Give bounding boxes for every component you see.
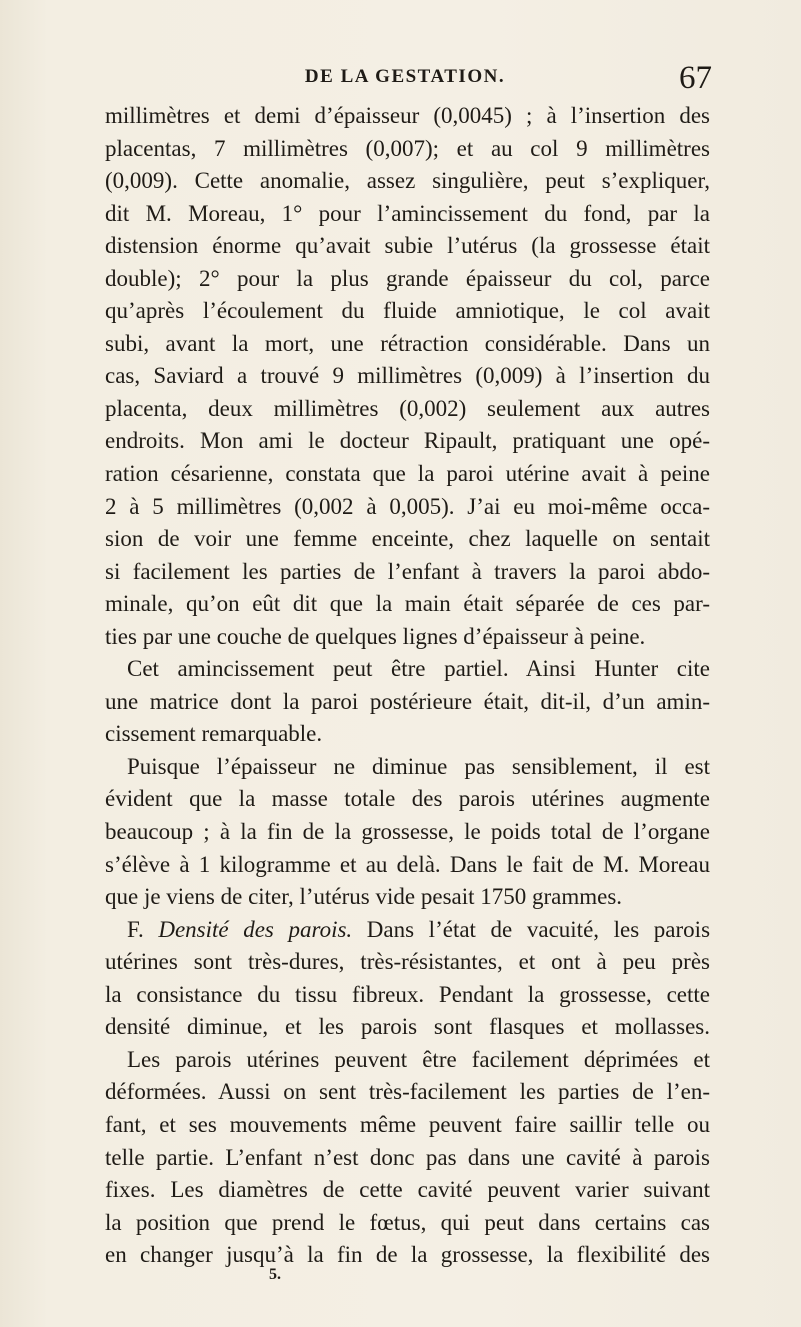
text-line: Puisque l’épaisseur ne diminue pas sensiblement, il est [127,753,710,779]
text-line: (0,009). Cette anomalie, assez singulière, peut s’expliquer, [105,168,710,194]
signature-mark: 5. [269,1266,281,1283]
section-letter: F. [127,916,144,942]
text-line: fixes. Les diamètres de cette cavité peuvent varier suivant [105,1177,710,1203]
text-line: fant, et ses mouvements même peuvent faire saillir telle ou [105,1111,710,1137]
text-line: endroits. Mon ami le docteur Ripault, pratiquant une opé- [105,428,710,454]
text-line: densité diminue, et les parois sont flasques et mollasses. [105,1014,710,1040]
running-head: DE LA GESTATION. [304,66,506,87]
section-title: Densité des parois. [158,916,353,942]
text-line: millimètres et demi d’épaisseur (0,0045) ; à l’insertion des [105,103,710,128]
text-line: telle partie. L’enfant n’est donc pas dans une cavité à parois [105,1144,710,1170]
text-line: qu’après l’écoulement du fluide amniotique, le col avait [105,298,710,324]
text-line: placentas, 7 millimètres (0,007); et au col 9 millimètres [105,135,710,161]
text-line: beaucoup ; à la fin de la grossesse, le poids total de l’organe [105,819,710,845]
text-line: une matrice dont la paroi postérieure était, dit-il, d’un amin- [105,688,710,714]
text-line: Cet amincissement peut être partiel. Ainsi Hunter cite [127,656,710,682]
text-line: déformées. Aussi on sent très-facilement les parties de l’en- [105,1079,710,1105]
text-line: double); 2° pour la plus grande épaisseur du col, parce [105,265,710,291]
text-line: si facilement les parties de l’enfant à travers la paroi abdo- [105,558,710,584]
text-line: cas, Saviard a trouvé 9 millimètres (0,009) à l’insertion du [105,363,710,389]
text-line: 2 à 5 millimètres (0,002 à 0,005). J’ai eu moi-même occa- [105,493,710,519]
text-line: cissement remarquable. [105,721,323,747]
text-line: la consistance du tissu fibreux. Pendant la grossesse, cette [105,981,710,1007]
section-line-rest: Dans l’état de vacuité, les parois [366,916,710,942]
text-line: Les parois utérines peuvent être facilement déprimées et [127,1046,710,1072]
text-line: la position que prend le fœtus, qui peut dans certains cas [105,1209,710,1235]
text-line-section-f [105,914,710,947]
text-line: en changer jusqu’à la fin de la grossesse, la flexibilité des [105,1242,710,1268]
text-line: sion de voir une femme enceinte, chez laquelle on sentait [105,526,710,552]
text-line: placenta, deux millimètres (0,002) seulement aux autres [105,395,710,421]
text-line: minale, qu’on eût dit que la main était séparée de ces par- [105,591,710,617]
text-line: distension énorme qu’avait subie l’utérus (la grossesse était [105,233,710,259]
text-line: ration césarienne, constata que la paroi utérine avait à peine [105,461,710,487]
text-line: dit M. Moreau, 1° pour l’amincissement du fond, par la [105,200,710,226]
body-text [105,100,710,1272]
text-line: utérines sont très-dures, très-résistantes, et ont à peu près [105,949,710,975]
text-line: subi, avant la mort, une rétraction considérable. Dans un [105,330,710,356]
text-line: s’élève à 1 kilogramme et au delà. Dans le fait de M. Moreau [105,851,710,877]
text-line: évident que la masse totale des parois utérines augmente [105,786,710,812]
text-line: ties par une couche de quelques lignes d’épaisseur à peine. [105,623,646,649]
text-line: que je viens de citer, l’utérus vide pesait 1750 grammes. [105,884,623,910]
page-number: 67 [679,60,712,96]
